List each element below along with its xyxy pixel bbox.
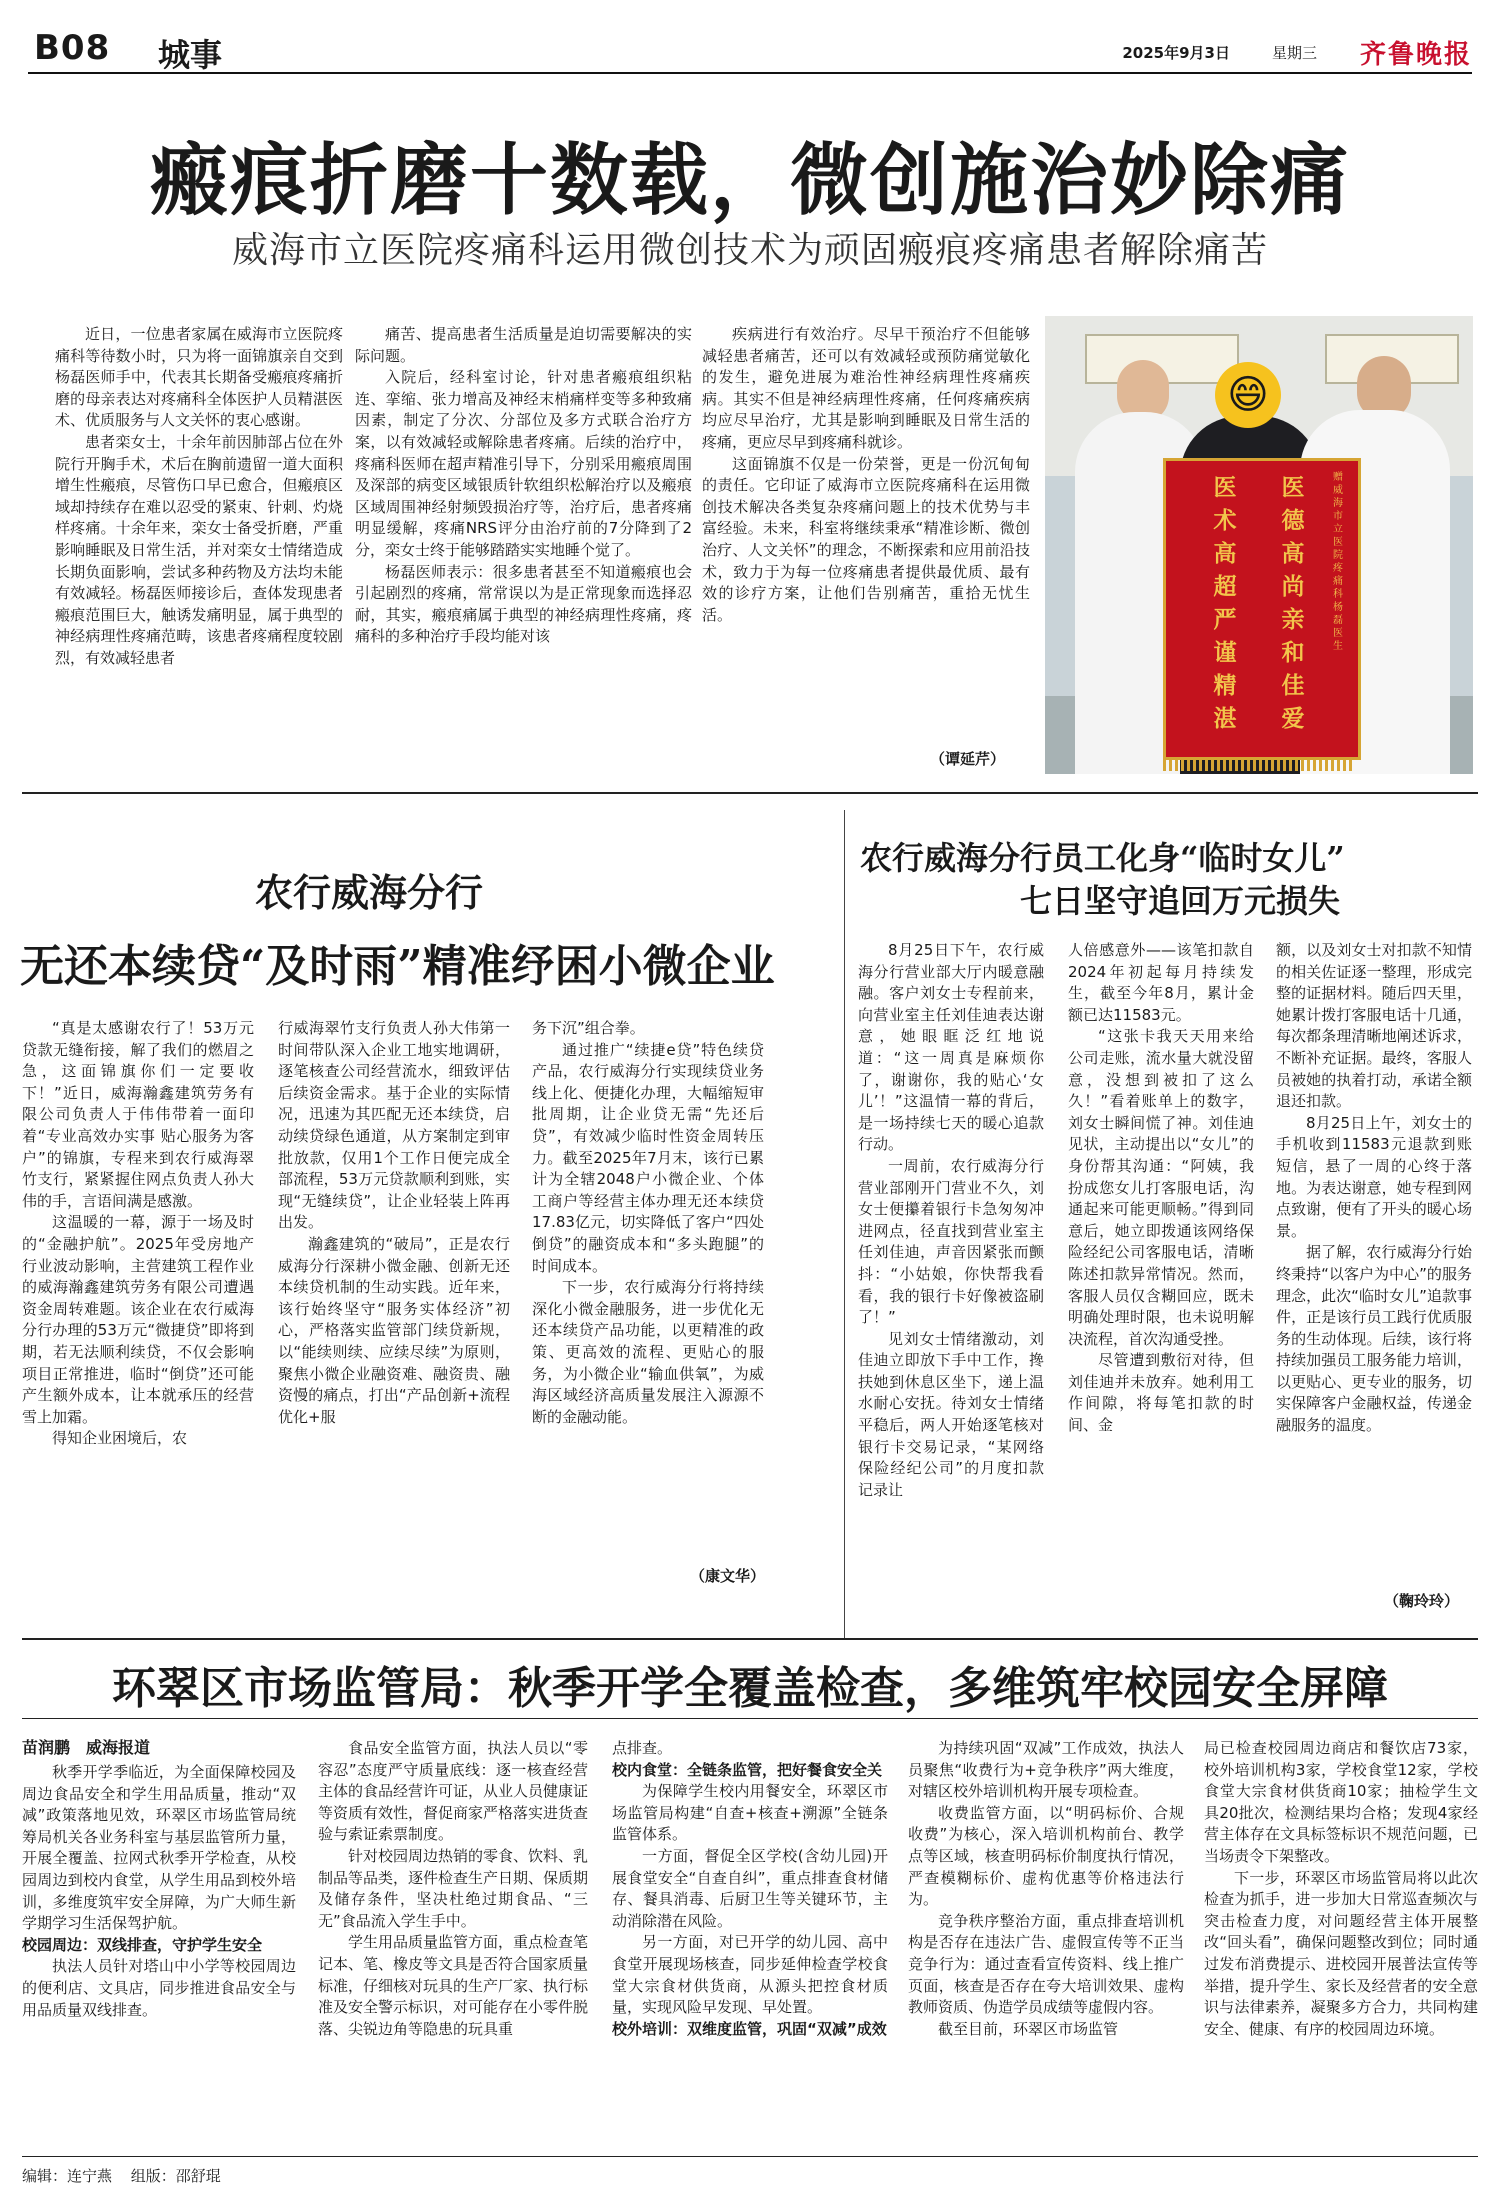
paragraph: 一方面，督促全区学校(含幼儿园)开展食堂安全“自查自纠”，重点排查食材储存、餐具消毒、后厨卫生等关键环节，主动消除潜在风险。 <box>612 1846 888 1930</box>
paragraph: 点排查。 <box>612 1739 673 1757</box>
article2-byline: （康文华） <box>690 1567 766 1585</box>
paragraph: 人倍感意外——该笔扣款自2024年初起每月持续发生，截至今年8月，累计金额已达11583元。 <box>1068 941 1254 1024</box>
banner-fringe <box>1163 757 1355 771</box>
banner-inscription: 赠威海市立医院疼痛科杨磊医生 <box>1333 472 1343 652</box>
section-name: 城事 <box>158 36 223 74</box>
layout-credit: 组版：邵舒琨 <box>130 2167 221 2185</box>
footer-rule <box>22 2156 1478 2157</box>
paragraph: 截至目前，环翠区市场监管 <box>938 2019 1119 2038</box>
column-divider <box>844 810 845 1638</box>
paragraph: 近日，一位患者家属在威海市立医院疼痛科等待数小时，只为将一面锦旗亲自交到杨磊医师手中，代表其长期备受瘢痕疼痛折磨的母亲表达对疼痛科全体医护人员精湛医术、优质服务与人文关怀的衷心感谢。 <box>55 325 343 430</box>
paragraph: 收费监管方面，以“明码标价、合规收费”为核心，深入培训机构前台、教学点等区域，核查明码标价制度执行情况，严查模糊标价、虚构优惠等价格违法行为。 <box>908 1803 1184 1909</box>
article3-column-3 <box>1276 940 1472 1586</box>
paragraph: 竞争秩序整治方面，重点排查培训机构是否存在违法广告、虚假宣传等不正当竞争行为：通过查看宣传资料、线上推广页面，核查是否存在夸大培训效果、虚构教师资质、伪造学员成绩等虚假内容。 <box>908 1911 1184 2017</box>
page-footer <box>22 2165 235 2186</box>
article3-headline-line1: 农行威海分行员工化身“临时女儿” <box>860 839 1345 877</box>
article1-column-3 <box>702 324 1030 744</box>
article4-column-2 <box>318 1738 588 2152</box>
paragraph: 8月25日上午，刘女士的手机收到11583元退款到账短信，悬了一周的心终于落地。为表达谢意，她专程到网点致谢，便有了开头的暖心场景。 <box>1276 1113 1472 1240</box>
paragraph: 执法人员针对塔山中小学等校园周边的便利店、文具店，同步推进食品安全与用品质量双线排查。 <box>22 1957 296 2019</box>
article4-column-3 <box>612 1738 888 2152</box>
article3-column-2 <box>1068 940 1254 1614</box>
paragraph: 另一方面，对已开学的幼儿园、高中食堂开展现场核查，同步延伸检查学校食堂大宗食材供货商，从源头把控食材质量，实现风险早发现、早处置。 <box>612 1933 888 2017</box>
headline-underline <box>22 1718 1478 1719</box>
section-divider <box>22 1638 1478 1640</box>
paragraph: 一周前，农行威海分行营业部刚开门营业不久，刘女士便攥着银行卡急匆匆冲进网点，径直找到营业室主任刘佳迪，声音因紧张而颤抖：“小姑娘，你快帮我看看，我的银行卡好像被盗刷了！” <box>858 1156 1044 1327</box>
editor-credit: 编辑：连宁燕 <box>22 2167 113 2185</box>
paragraph: 这温暖的一幕，源于一场及时的“金融护航”。2025年受房地产行业波动影响，主营建筑工程作业的威海瀚鑫建筑劳务有限公司遭遇资金周转难题。该企业在农行威海分行办理的53万元“微捷贷”即将到期，若无法顺利续贷，不仅会影响项目正常推进，临时“倒贷”还可能产生额外成本，让本就承压的经营雪上加霜。 <box>22 1213 254 1426</box>
article1-column-2 <box>355 324 692 778</box>
article2-headline-line1: 农行威海分行 <box>255 870 484 915</box>
paragraph: 食品安全监管方面，执法人员以“零容忍”态度严守质量底线：逐一核查经营主体的食品经营许可证，从业人员健康证等资质有效性，督促商家严格落实进货查验与索证索票制度。 <box>318 1739 588 1844</box>
article4-column-1 <box>22 1762 296 2152</box>
paragraph: 疾病进行有效治疗。尽早干预治疗不但能够减轻患者痛苦，还可以有效减轻或预防痛觉敏化的发生，避免进展为难治性神经病理性疼痛疾病。其实不但是神经病理性疼痛，任何疼痛疾病均应尽早治疗，尤其是影响到睡眠及日常生活的疼痛，更应尽早到疼痛科就诊。 <box>702 325 1030 451</box>
article2-headline-line2: 无还本续贷“及时雨”精准纾困小微企业 <box>20 941 775 992</box>
paragraph: 患者栾女士，十余年前因肺部占位在外院行开胸手术，术后在胸前遗留一道大面积增生性瘢痕，尽管伤口早已愈合，但瘢痕区域却持续存在难以忍受的紧束、针刺、灼烧样疼痛。十余年来，栾女士备受折磨，严重影响睡眠及日常生活，并对栾女士情绪造成长期负面影响，尝试多种药物及方法均未能有效减轻。杨磊医师接诊后，查体发现患者瘢痕范围巨大，触诱发痛明显，属于典型的神经病理性疼痛范畴，该患者疼痛程度较剧烈，有效减轻患者 <box>55 432 343 667</box>
article4-byline: 苗润鹏 威海报道 <box>22 1738 151 1757</box>
paragraph: “真是太感谢农行了！53万元贷款无缝衔接，解了我们的燃眉之急，这面锦旗你们一定要收下！”近日，威海瀚鑫建筑劳务有限公司负责人于伟伟带着一面印着“专业高效办实事 贴心服务为客户”的锦旗，专程来到农行威海翠竹支行，紧紧握住网点负责人孙大伟的手，言语间满是感激。 <box>22 1019 254 1210</box>
paragraph: 为保障学生校内用餐安全，环翠区市场监管局构建“自查+核查+溯源”全链条监管体系。 <box>612 1782 888 1844</box>
subheading: 校内食堂：全链条监管，把好餐食安全关 <box>612 1760 883 1779</box>
article1-photo <box>1045 316 1473 774</box>
article1-column-1 <box>55 324 343 778</box>
paragraph: 入院后，经科室讨论，针对患者瘢痕组织粘连、挛缩、张力增高及神经末梢痛样变等多种致痛因素，制定了分次、分部位及多方式联合治疗方案，以有效减轻或解除患者疼痛。后续的治疗中，疼痛科医师在超声精准引导下，分别采用瘢痕周围及深部的病变区域银质针软组织松解治疗以及瘢痕区域周围神经射频毁损治疗等，治疗后，患者疼痛明显缓解，疼痛NRS评分由治疗前的7分降到了2分，栾女士终于能够踏踏实实地睡个觉了。 <box>355 368 692 559</box>
paragraph: 下一步，环翠区市场监管局将以此次检查为抓手，进一步加大日常巡查频次与突击检查力度，对问题经营主体开展整改“回头看”，确保问题整改到位；同时通过发布消费提示、进校园开展普法宣传等举措，提升学生、家长及经营者的安全意识与法律素养，凝聚多方合力，共同构建安全、健康、有序的校园周边环境。 <box>1204 1868 1478 2038</box>
paragraph: 为持续巩固“双减”工作成效，执法人员聚焦“收费行为+竞争秩序”两大维度，对辖区校外培训机构开展专项检查。 <box>908 1739 1184 1801</box>
paragraph: 下一步，农行威海分行将持续深化小微金融服务，进一步优化无还本续贷产品功能，以更精准的政策、更高效的流程、更贴心的服务，为小微企业“输血供氧”，为威海区域经济高质量发展注入源源不断的金融动能。 <box>532 1278 764 1426</box>
paragraph: “这张卡我天天用来给公司走账，流水量大就没留意，没想到被扣了这么久！”看着账单上的数字，刘女士瞬间慌了神。刘佳迪见状，主动提出以“女儿”的身份帮其沟通：“阿姨，我扮成您女儿打客服电话，沟通起来可能更顺畅。”得到同意后，她立即拨通该网络保险经纪公司客服电话，清晰陈述扣款异常情况。然而，客服人员仅含糊回应，既未明确处理时限，也未说明解决流程，首次沟通受挫。 <box>1068 1027 1254 1348</box>
paragraph: 杨磊医师表示：很多患者甚至不知道瘢痕也会引起剧烈的疼痛，常常误以为是正常现象而选择忍耐，其实，瘢痕痛属于典型的神经病理性疼痛，疼痛科的多种治疗手段均能对该 <box>355 562 692 646</box>
paragraph: 务下沉”组合拳。 <box>532 1019 645 1037</box>
subheading: 校外培训：双维度监管，巩固“双减”成效 <box>612 2019 887 2038</box>
article2-column-3 <box>532 1018 764 1558</box>
subheading: 校园周边：双线排查，守护学生安全 <box>22 1935 263 1954</box>
paragraph: 痛苦、提高患者生活质量是迫切需要解决的实际问题。 <box>355 325 692 365</box>
newspaper-logo: 齐鲁晚报 <box>1359 40 1472 70</box>
paragraph: 秋季开学季临近，为全面保障校园及周边食品安全和学生用品质量，推动“双减”政策落地见效，环翠区市场监管局统筹局机关各业务科室与基层监管所力量，开展全覆盖、拉网式秋季开学检查，从校园周边到校内食堂，从学生用品到校外培训，多维度筑牢安全屏障，为广大师生新学期学习生活保驾护航。 <box>22 1763 296 1933</box>
paragraph: 尽管遭到敷衍对待，但刘佳迪并未放弃。她利用工作间隙，将每笔扣款的时间、金 <box>1068 1351 1254 1435</box>
paragraph: 针对校园周边热销的零食、饮料、乳制品等品类，逐件检查生产日期、保质期及储存条件，坚决杜绝过期食品、“三无”食品流入学生手中。 <box>318 1846 588 1930</box>
paragraph: 8月25日下午，农行威海分行营业部大厅内暖意融融。客户刘女士专程前来，向营业室主任刘佳迪表达谢意，她眼眶泛红地说道：“这一周真是麻烦你了，谢谢你，我的贴心‘女儿’！”这温情一幕的背后，是一场持续七天的暖心追款行动。 <box>858 941 1044 1154</box>
paragraph: 通过推广“续捷e贷”特色续贷产品，农行威海分行实现续贷业务线上化、便捷化办理，大幅缩短审批周期，让企业贷无需“先还后贷”，有效减少临时性资金周转压力。截至2025年7月末，该行已累计为全辖2048户小微企业、个体工商户等经营主体办理无还本续贷17.83亿元，切实降低了客户“四处倒贷”的融资成本和“多头跑腿”的时间成本。 <box>532 1040 764 1275</box>
paragraph: 行威海翠竹支行负责人孙大伟第一时间带队深入企业工地实地调研，逐笔核查公司经营流水，细致评估后续资金需求。基于企业的实际情况，迅速为其匹配无还本续贷，启动续贷绿色通道，从方案制定到审批放款，仅用1个工作日便完成全部流程，53万元贷款顺利到账，实现“无缝续贷”，让企业轻装上阵再出发。 <box>278 1019 510 1232</box>
page-header <box>28 18 1472 74</box>
page-number: B08 <box>34 28 111 68</box>
article3-column-1 <box>858 940 1044 1614</box>
article4-column-5 <box>1204 1738 1478 2152</box>
paragraph: 局已检查校园周边商店和餐饮店73家，校外培训机构3家，学校食堂12家，学校食堂大宗食材供货商10家；抽检学生文具20批次，检测结果均合格；发现4家经营主体存在文具标签标识不规范问题，已当场责令下架整改。 <box>1204 1739 1478 1865</box>
article4-headline: 环翠区市场监管局：秋季开学全覆盖检查，多维筑牢校园安全屏障 <box>112 1663 1388 1714</box>
article1-subheadline: 威海市立医院疼痛科运用微创技术为顽固瘢痕疼痛患者解除痛苦 <box>231 230 1268 271</box>
paragraph: 额，以及刘女士对扣款不知情的相关佐证逐一整理，形成完整的证据材料。随后四天里，她累计拨打客服电话十几通，每次都条理清晰地阐述诉求，不断补充证据。最终，客服人员被她的执着打动，承诺全额退还扣款。 <box>1276 941 1472 1111</box>
article1-byline: （谭延芹） <box>930 750 1006 768</box>
paragraph: 见刘女士情绪激动，刘佳迪立即放下手中工作，搀扶她到休息区坐下，递上温水耐心安抚。待刘女士情绪平稳后，两人开始逐笔核对银行卡交易记录，“某网络保险经纪公司”的月度扣款记录让 <box>858 1329 1044 1499</box>
article3-byline: （鞠玲玲） <box>1384 1592 1460 1610</box>
paragraph: 瀚鑫建筑的“破局”，正是农行威海分行深耕小微金融、创新无还本续贷机制的生动实践。近年来，该行始终坚守“服务实体经济”初心，严格落实监管部门续贷新规，以“能续则续、应续尽续”为原则，聚焦小微企业融资难、融资贵、融资慢的痛点，打出“产品创新+流程优化+服 <box>278 1234 510 1426</box>
banner-text-left: 医术高超严谨精湛 <box>1213 474 1237 732</box>
article2-column-1 <box>22 1018 254 1612</box>
section-divider <box>22 792 1478 794</box>
issue-date: 2025年9月3日 <box>1122 44 1230 62</box>
issue-weekday: 星期三 <box>1271 44 1317 62</box>
paragraph: 学生用品质量监管方面，重点检查笔记本、笔、橡皮等文具是否符合国家质量标准，仔细核对玩具的生产厂家、执行标准及安全警示标识，对可能存在小零件脱落、尖锐边角等隐患的玩具重 <box>318 1933 588 2038</box>
article4-column-4 <box>908 1738 1184 2152</box>
smiley-face-icon: 😄 <box>1215 362 1281 428</box>
paragraph: 得知企业困境后，农 <box>52 1429 188 1448</box>
article2-column-2 <box>278 1018 510 1612</box>
banner-text-right: 医德高尚亲和佳爱 <box>1281 474 1305 732</box>
article1-headline: 瘢痕折磨十数载，微创施治妙除痛 <box>149 135 1350 226</box>
article3-headline-line2: 七日坚守追回万元损失 <box>1020 882 1341 920</box>
paragraph: 这面锦旗不仅是一份荣誉，更是一份沉甸甸的责任。它印证了威海市立医院疼痛科在运用微创技术解决各类复杂疼痛问题上的技术优势与丰富经验。未来，科室将继续秉承“精准诊断、微创治疗、人文关怀”的理念，不断探索和应用前沿技术，致力于为每一位疼痛患者提供最优质、最有效的诊疗方案，让他们告别痛苦，重拾无忧生活。 <box>702 454 1030 624</box>
header-rule <box>28 72 1472 74</box>
silk-banner <box>1163 458 1361 760</box>
paragraph: 据了解，农行威海分行始终秉持“以客户为中心”的服务理念，此次“临时女儿”追款事件，正是该行员工践行优质服务的生动体现。后续，该行将持续加强员工服务能力培训，以更贴心、更专业的服务，切实保障客户金融权益，传递金融服务的温度。 <box>1276 1243 1472 1435</box>
